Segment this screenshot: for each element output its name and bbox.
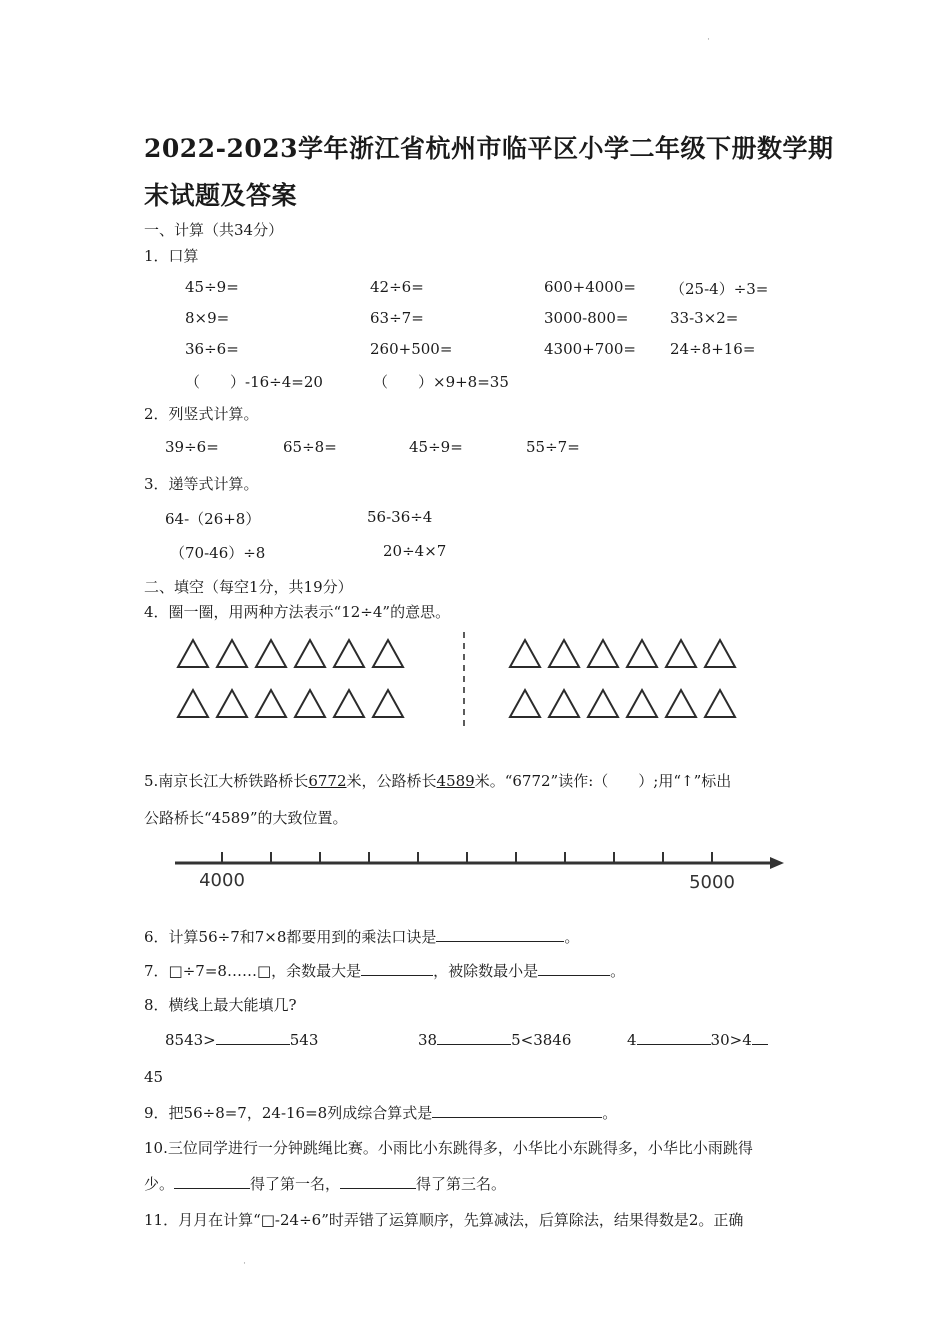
q8-i1-left: 8543> [165, 1031, 216, 1049]
q10-text-c: 得了第三名。 [416, 1175, 507, 1193]
q7-text-b: ，被除数最小是 [433, 962, 539, 980]
q10-text-b: 得了第一名， [250, 1175, 341, 1193]
triangle-shape [373, 690, 403, 717]
q10-blank-2[interactable] [340, 1174, 416, 1189]
q8-i1-right: 543 [289, 1031, 319, 1049]
q8-i3-left: 4 [627, 1031, 637, 1049]
q1-item: 3000-800= [544, 309, 629, 327]
q8-i2-right: 5<3846 [511, 1031, 572, 1049]
q1-item: 42÷6= [370, 278, 424, 296]
q1-label: 1．口算 [144, 247, 199, 265]
q1-item: 36÷6= [185, 340, 239, 358]
triangle-shape [510, 640, 540, 667]
triangle-shape [705, 640, 735, 667]
q7-text-a: 7．□÷7=8……□，余数最大是 [144, 962, 362, 980]
q3-item: 64-（26+8） [165, 510, 261, 528]
q5-num2: 4589 [436, 772, 475, 790]
section-2-heading: 二、填空（每空1分，共19分） [144, 578, 353, 596]
q8-i3-right: 30>4 [710, 1031, 752, 1049]
q1-extra: （ ）-16÷4=20 [185, 373, 323, 391]
q5-part3: 米。“6772”读作:（ ）;用“↑”标出 [474, 772, 732, 790]
page-title-cont: 末试题及答案 [144, 181, 298, 210]
q2-item: 45÷9= [409, 438, 463, 456]
q2-item: 65÷8= [283, 438, 337, 456]
section-1-heading: 一、计算（共34分） [144, 221, 284, 239]
q2-label: 2．列竖式计算。 [144, 405, 259, 423]
q4-triangle-figure [170, 628, 760, 728]
q1-item: 63÷7= [370, 309, 424, 327]
q5-line2: 公路桥长“4589”的大致位置。 [144, 809, 348, 827]
header-mark: ˙ [706, 38, 711, 49]
q6-text: 6．计算56÷7和7×8都要用到的乘法口诀是 [144, 928, 437, 946]
q10-line1: 10.三位同学进行一分钟跳绳比赛。小雨比小东跳得多，小华比小东跳得多，小华比小雨跳得 [144, 1139, 753, 1157]
q1-item: 24÷8+16= [670, 340, 756, 358]
q10-line2 [144, 1173, 506, 1194]
q6-end: 。 [564, 928, 580, 946]
q5-line1 [144, 770, 731, 791]
triangle-shape [256, 690, 286, 717]
q9-text: 9．把56÷8=7，24-16=8列成综合算式是 [144, 1104, 433, 1122]
triangle-shape [295, 690, 325, 717]
triangle-shape [666, 690, 696, 717]
q9 [144, 1102, 617, 1123]
q7-end: 。 [610, 962, 626, 980]
triangle-shape [256, 640, 286, 667]
q6-blank[interactable] [436, 927, 564, 942]
triangle-shape [510, 690, 540, 717]
q7-blank-1[interactable] [361, 961, 433, 976]
triangle-shape [588, 640, 618, 667]
q8-item-2 [418, 1030, 571, 1049]
q9-blank[interactable] [432, 1103, 602, 1118]
triangle-shape [549, 640, 579, 667]
q1-item: 4300+700= [544, 340, 636, 358]
q7-blank-2[interactable] [538, 961, 610, 976]
q8-blank-1[interactable] [216, 1030, 290, 1045]
q8-item-1 [165, 1030, 318, 1049]
q10-text-a: 少。 [144, 1175, 175, 1193]
q5-num1: 6772 [308, 772, 347, 790]
q1-item: 33-3×2= [670, 309, 739, 327]
q1-item: 600+4000= [544, 278, 636, 296]
q11-line1: 11．月月在计算“□-24÷6”时弄错了运算顺序，先算减法，后算除法，结果得数是2。正确 [144, 1211, 744, 1229]
q8-item-3 [627, 1030, 768, 1049]
q4-label: 4．圈一圈，用两种方法表示“12÷4”的意思。 [144, 603, 451, 621]
triangle-shape [334, 640, 364, 667]
q5-part1: 5.南京长江大桥铁路桥长 [144, 772, 309, 790]
q3-item: （70-46）÷8 [170, 544, 266, 562]
q1-item: 260+500= [370, 340, 453, 358]
q10-blank-1[interactable] [174, 1174, 250, 1189]
triangle-shape [217, 690, 247, 717]
triangle-shape [334, 690, 364, 717]
triangle-shape [627, 690, 657, 717]
triangle-shape [373, 640, 403, 667]
triangle-shape [705, 690, 735, 717]
q1-item: 8×9= [185, 309, 230, 327]
page-title: 2022-2023学年浙江省杭州市临平区小学二年级下册数学期 [144, 134, 834, 163]
q1-item: 45÷9= [185, 278, 239, 296]
q1-extra: （ ）×9+8=35 [373, 373, 509, 391]
q5-number-line [170, 845, 790, 895]
q5-part2: 米，公路桥长 [346, 772, 437, 790]
q8-label: 8．横线上最大能填几? [144, 996, 297, 1014]
triangle-shape [295, 640, 325, 667]
q5-axis-end: 5000 [689, 872, 735, 893]
q6 [144, 926, 579, 947]
triangle-shape [588, 690, 618, 717]
q3-item: 56-36÷4 [367, 508, 433, 526]
triangle-shape [549, 690, 579, 717]
triangle-shape [217, 640, 247, 667]
q5-axis-arrow [770, 857, 784, 869]
q8-blank-2[interactable] [437, 1030, 511, 1045]
triangle-shape [666, 640, 696, 667]
q2-item: 39÷6= [165, 438, 219, 456]
q5-axis-start: 4000 [199, 870, 245, 891]
q8-i2-left: 38 [418, 1031, 438, 1049]
q1-item: （25-4）÷3= [670, 280, 769, 298]
q8-continuation: 45 [144, 1068, 164, 1086]
q3-label: 3．递等式计算。 [144, 475, 259, 493]
q8-blank-3[interactable] [637, 1030, 711, 1045]
q7 [144, 960, 625, 981]
triangle-shape [178, 690, 208, 717]
q2-item: 55÷7= [526, 438, 580, 456]
q3-item: 20÷4×7 [383, 542, 447, 560]
footer-mark: ˙ [242, 1262, 247, 1273]
triangle-shape [627, 640, 657, 667]
triangle-shape [178, 640, 208, 667]
q8-blank-4[interactable] [752, 1030, 768, 1045]
q9-end: 。 [602, 1104, 618, 1122]
